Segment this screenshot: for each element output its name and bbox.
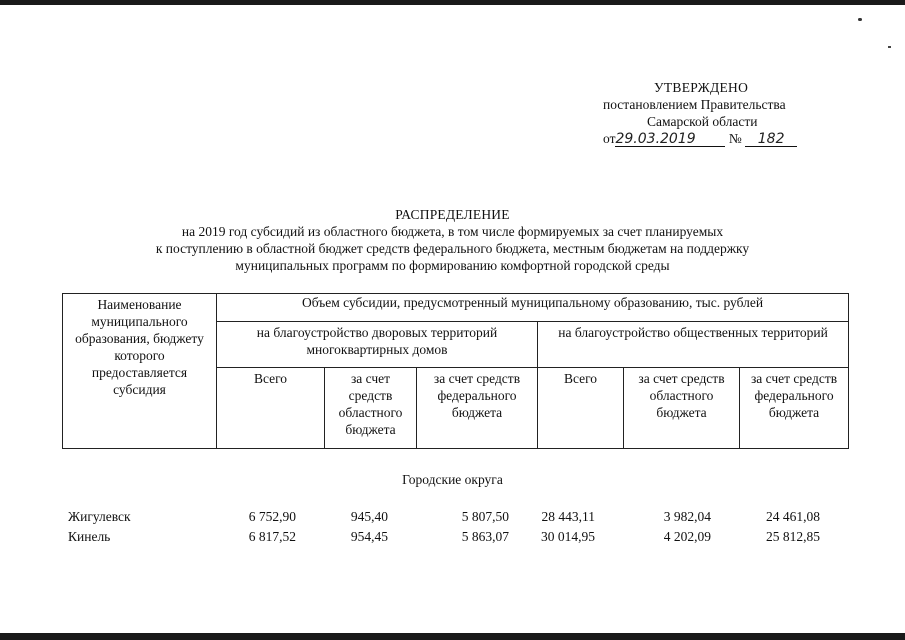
handwritten-date: 29.03.2019: [615, 132, 725, 147]
cell-value: 954,45: [350, 529, 388, 544]
table-row: [62, 527, 848, 547]
column-header-name: Наименование муниципального образования, бюджету которого предоставляется субсидия: [63, 294, 217, 449]
group-header-yards: на благоустройство дворовых территорий многоквартирных домов: [217, 321, 538, 367]
cell-value: 6 752,90: [248, 509, 296, 524]
data-table: [62, 507, 848, 547]
approval-line-2: постановлением Правительства: [603, 97, 786, 112]
subheader-total: Всего: [538, 367, 624, 448]
subheader-total: Всего: [217, 367, 325, 448]
date-prefix: от: [603, 131, 616, 146]
approval-line-3: Самарской области: [647, 114, 758, 129]
subheader-regional: за счет средств областного бюджета: [624, 367, 740, 448]
approval-stamp: [600, 79, 820, 147]
number-label: №: [728, 131, 742, 146]
section-heading: Городские округа: [402, 472, 503, 487]
scan-edge-bottom: [0, 633, 905, 640]
title-main: РАСПРЕДЕЛЕНИЕ: [395, 207, 510, 222]
cell-value: 5 807,50: [461, 509, 509, 524]
cell-value: 5 863,07: [461, 529, 509, 544]
cell-value: 25 812,85: [766, 529, 820, 544]
cell-value: 6 817,52: [248, 529, 296, 544]
handwritten-number: 182: [745, 132, 797, 147]
title-line-1: на 2019 год субсидий из областного бюджета, в том числе формируемых за счет планируемых: [181, 224, 724, 239]
scan-speck: [858, 18, 862, 21]
subheader-federal: за счет средств федерального бюджета: [417, 367, 538, 448]
title-line-3: муниципальных программ по формированию комфортной городской среды: [235, 258, 670, 273]
subheader-federal: за счет средств федерального бюджета: [740, 367, 849, 448]
document-title: [0, 206, 905, 274]
approval-date-line: [600, 130, 820, 147]
table-row: [62, 507, 848, 527]
cell-value: 4 202,09: [663, 529, 711, 544]
cell-value: 28 443,11: [541, 509, 595, 524]
row-name: Кинель: [68, 529, 111, 544]
cell-value: 24 461,08: [766, 509, 820, 524]
cell-value: 3 982,04: [663, 509, 711, 524]
cell-value: 30 014,95: [541, 529, 595, 544]
group-header-public: на благоустройство общественных территорий: [538, 321, 849, 367]
row-name: Жигулевск: [68, 509, 131, 524]
scan-edge-top: [0, 0, 905, 5]
scan-speck: [888, 46, 891, 48]
approval-title: УТВЕРЖДЕНО: [654, 80, 749, 95]
cell-value: 945,40: [350, 509, 388, 524]
subheader-regional: за счет средств областного бюджета: [325, 367, 417, 448]
table-header: [62, 293, 849, 449]
column-header-volume: Объем субсидии, предусмотренный муниципальному образованию, тыс. рублей: [217, 294, 849, 322]
title-line-2: к поступлению в областной бюджет средств федерального бюджета, местным бюджетам на поддержку: [155, 241, 750, 256]
